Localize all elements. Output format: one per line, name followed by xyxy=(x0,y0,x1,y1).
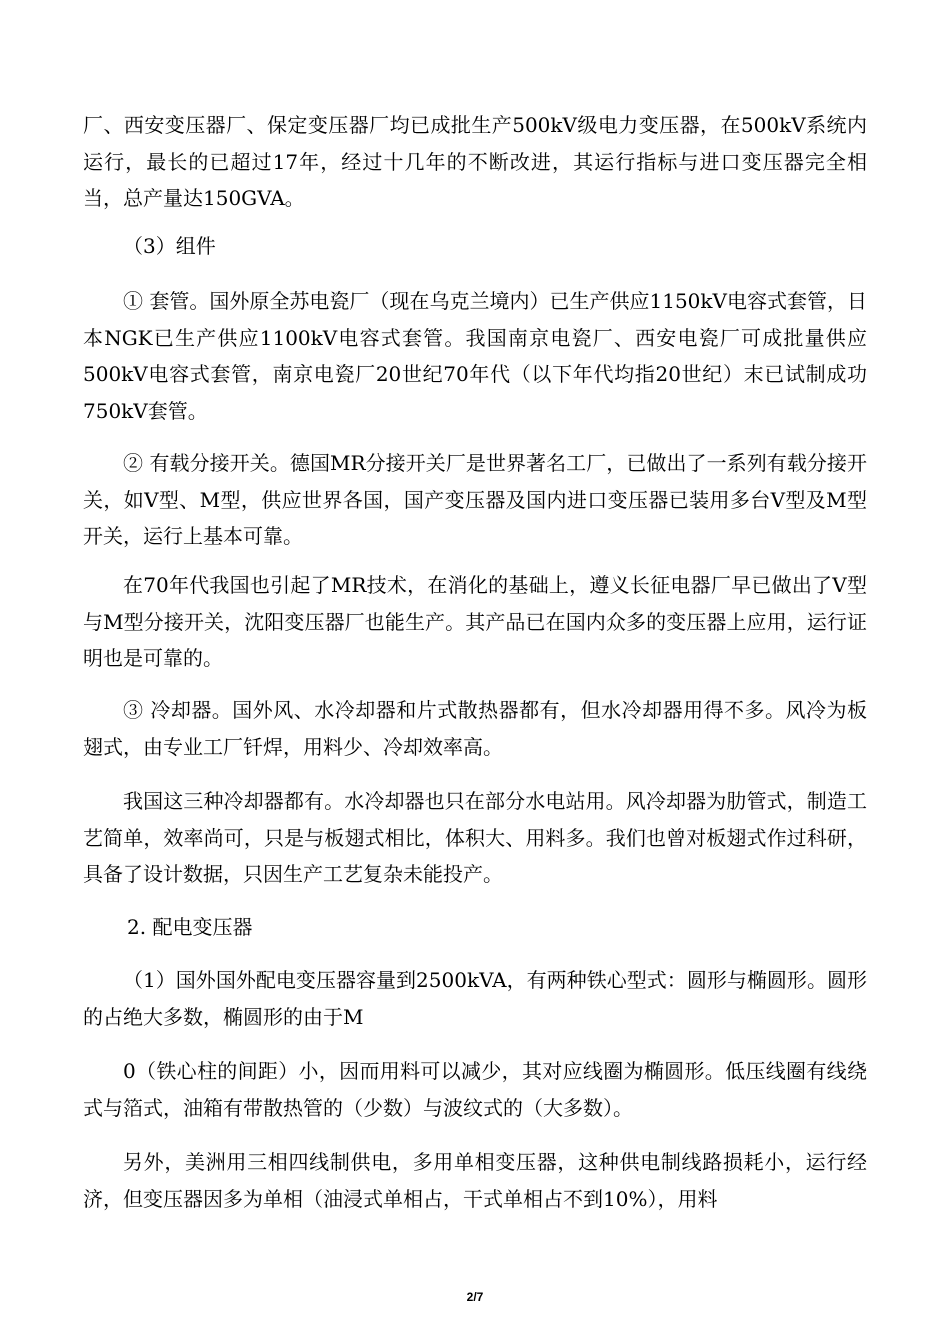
paragraph-domestic-coolers: 我国这三种冷却器都有。水冷却器也只在部分水电站用。风冷却器为肋管式，制造工艺简单，效率尚可，只是与板翅式相比，体积大、用料多。我们也曾对板翅式作过科研，具备了设计数据，只因生产工艺复杂未能投产。 xyxy=(83,789,867,886)
paragraph-transformer-production: 厂、西安变压器厂、保定变压器厂均已成批生产500kV级电力变压器，在500kV系统内运行，最长的已超过17年，经过十几年的不断改进，其运行指标与进口变压器完全相当，总产量达150GVA。 xyxy=(83,113,867,210)
page-number: 2/7 xyxy=(466,1290,484,1304)
paragraph-americas-supply: 另外，美洲用三相四线制供电，多用单相变压器，这种供电制线路损耗小，运行经济，但变压器因多为单相（油浸式单相占，干式单相占不到10%），用料 xyxy=(83,1150,867,1211)
paragraph-foreign-distribution: （1）国外国外配电变压器容量到2500kVA，有两种铁心型式：圆形与椭圆形。圆形的占绝大多数，椭圆形的由于M xyxy=(83,968,867,1029)
paragraph-tap-changer: ② 有载分接开关。德国MR分接开关厂是世界著名工厂，已做出了一系列有载分接开关，如V型、M型，供应世界各国，国产变压器及国内进口变压器已装用多台V型及M型开关，运行上基本可靠。 xyxy=(83,451,867,548)
paragraph-coolers: ③ 冷却器。国外风、水冷却器和片式散热器都有，但水冷却器用得不多。风冷为板翅式，由专业工厂钎焊，用料少、冷却效率高。 xyxy=(83,698,867,759)
section-heading-distribution-transformer: 2. 配电变压器 xyxy=(127,915,253,939)
paragraph-mr-technology: 在70年代我国也引起了MR技术，在消化的基础上，遵义长征电器厂早已做出了V型与M型分接开关，沈阳变压器厂也能生产。其产品已在国内众多的变压器上应用，运行证明也是可靠的。 xyxy=(83,573,867,670)
paragraph-bushings: ① 套管。国外原全苏电瓷厂（现在乌克兰境内）已生产供应1150kV电容式套管，日本NGK已生产供应1100kV电容式套管。我国南京电瓷厂、西安电瓷厂可成批量供应500kV电容式套管，南京电瓷厂20世纪70年代（以下年代均指20世纪）末已试制成功750kV套管。 xyxy=(83,289,867,423)
paragraph-core-spacing: 0（铁心柱的间距）小，因而用料可以减少，其对应线圈为椭圆形。低压线圈有线绕式与箔式，油箱有带散热管的（少数）与波纹式的（大多数）。 xyxy=(83,1059,867,1120)
section-heading-components: （3）组件 xyxy=(123,234,216,258)
